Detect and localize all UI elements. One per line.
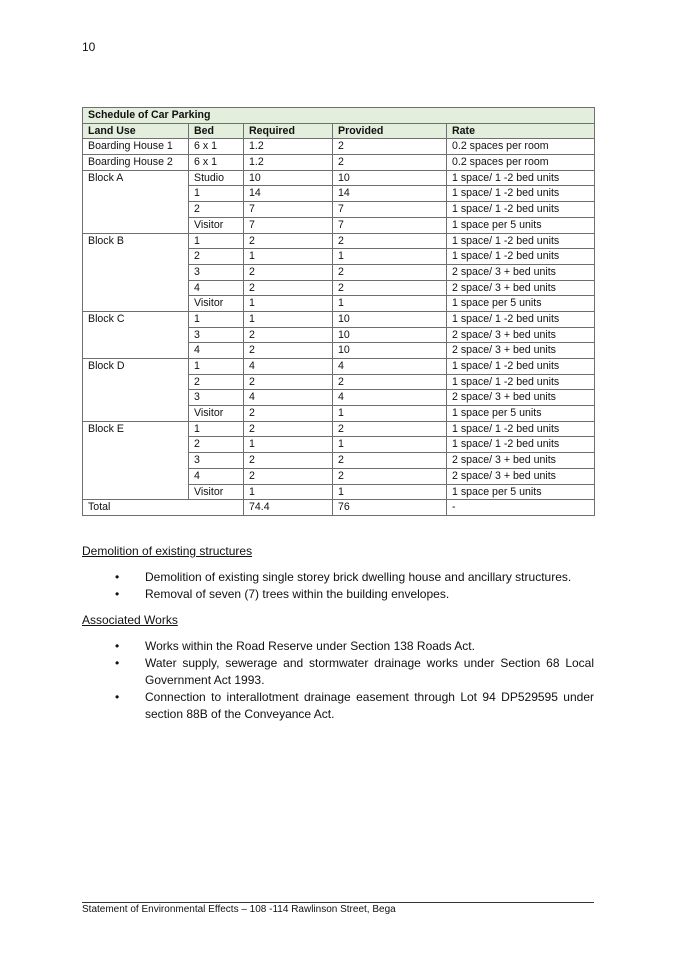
bullet-icon: • (115, 587, 120, 601)
cell-provided: 1 (333, 406, 447, 422)
associated-works-list (82, 638, 594, 723)
cell-required: 1 (244, 296, 333, 312)
cell-rate: 0.2 spaces per room (447, 139, 595, 155)
cell-rate: 1 space/ 1 -2 bed units (447, 374, 595, 390)
cell-rate: 2 space/ 3 + bed units (447, 468, 595, 484)
cell-rate: 1 space per 5 units (447, 296, 595, 312)
cell-rate: 2 space/ 3 + bed units (447, 390, 595, 406)
cell-rate: 1 space per 5 units (447, 406, 595, 422)
cell-bed: 3 (189, 327, 244, 343)
cell-rate: 1 space/ 1 -2 bed units (447, 233, 595, 249)
table-row (83, 155, 595, 171)
cell-rate: 1 space per 5 units (447, 484, 595, 500)
cell-bed: Visitor (189, 217, 244, 233)
header-bed: Bed (189, 123, 244, 139)
cell-required: 2 (244, 374, 333, 390)
cell-rate: 1 space/ 1 -2 bed units (447, 311, 595, 327)
table-title-row (83, 108, 595, 124)
cell-required: 1 (244, 484, 333, 500)
car-parking-table (82, 107, 595, 516)
cell-bed: 3 (189, 453, 244, 469)
cell-bed: 1 (189, 421, 244, 437)
table-header-row (83, 123, 595, 139)
table-row (83, 139, 595, 155)
cell-land-use: Block A (83, 170, 189, 233)
cell-provided: 10 (333, 343, 447, 359)
cell-provided: 2 (333, 155, 447, 171)
cell-rate: 1 space/ 1 -2 bed units (447, 421, 595, 437)
cell-bed: Visitor (189, 484, 244, 500)
table-title: Schedule of Car Parking (83, 108, 595, 124)
cell-provided: 2 (333, 421, 447, 437)
total-provided: 76 (333, 500, 447, 516)
cell-provided: 1 (333, 437, 447, 453)
cell-required: 14 (244, 186, 333, 202)
cell-required: 2 (244, 453, 333, 469)
cell-required: 1 (244, 437, 333, 453)
cell-bed: 1 (189, 186, 244, 202)
cell-rate: 1 space per 5 units (447, 217, 595, 233)
cell-rate: 1 space/ 1 -2 bed units (447, 186, 595, 202)
cell-land-use: Block E (83, 421, 189, 499)
bullet-icon: • (115, 570, 120, 584)
cell-bed: 2 (189, 374, 244, 390)
cell-required: 7 (244, 202, 333, 218)
cell-bed: 1 (189, 233, 244, 249)
table-row (83, 421, 595, 437)
cell-rate: 2 space/ 3 + bed units (447, 343, 595, 359)
cell-rate: 1 space/ 1 -2 bed units (447, 249, 595, 265)
total-required: 74.4 (244, 500, 333, 516)
cell-bed: 3 (189, 390, 244, 406)
list-item: • Removal of seven (7) trees within the building envelopes. (115, 587, 450, 601)
cell-provided: 2 (333, 468, 447, 484)
cell-rate: 2 space/ 3 + bed units (447, 327, 595, 343)
cell-land-use: Boarding House 1 (83, 139, 189, 155)
cell-bed: 4 (189, 280, 244, 296)
cell-bed: 2 (189, 202, 244, 218)
total-label: Total (83, 500, 244, 516)
cell-required: 1.2 (244, 155, 333, 171)
cell-land-use: Boarding House 2 (83, 155, 189, 171)
cell-required: 2 (244, 327, 333, 343)
table-row (83, 311, 595, 327)
cell-bed: 1 (189, 359, 244, 375)
demolition-heading: Demolition of existing structures (82, 544, 253, 558)
cell-required: 4 (244, 359, 333, 375)
cell-required: 1.2 (244, 139, 333, 155)
cell-provided: 10 (333, 327, 447, 343)
list-item: • Works within the Road Reserve under Section 138 Roads Act. (115, 639, 475, 653)
cell-bed: Visitor (189, 406, 244, 422)
cell-land-use: Block D (83, 359, 189, 422)
cell-required: 2 (244, 343, 333, 359)
cell-bed: 6 x 1 (189, 139, 244, 155)
cell-rate: 2 space/ 3 + bed units (447, 280, 595, 296)
cell-provided: 10 (333, 170, 447, 186)
cell-provided: 7 (333, 217, 447, 233)
list-item: • Demolition of existing single storey brick dwelling house and ancillary structures. (115, 570, 572, 584)
cell-bed: 2 (189, 437, 244, 453)
cell-provided: 1 (333, 484, 447, 500)
cell-rate: 1 space/ 1 -2 bed units (447, 437, 595, 453)
cell-provided: 2 (333, 264, 447, 280)
cell-rate: 2 space/ 3 + bed units (447, 453, 595, 469)
bullet-icon: • (115, 639, 120, 653)
cell-provided: 1 (333, 249, 447, 265)
table-row (83, 359, 595, 375)
demolition-list (82, 569, 594, 603)
cell-provided: 4 (333, 390, 447, 406)
table-row (83, 233, 595, 249)
cell-rate: 1 space/ 1 -2 bed units (447, 170, 595, 186)
header-rate: Rate (447, 123, 595, 139)
cell-bed: Visitor (189, 296, 244, 312)
cell-required: 2 (244, 233, 333, 249)
cell-bed: 2 (189, 249, 244, 265)
cell-required: 1 (244, 311, 333, 327)
cell-bed: Studio (189, 170, 244, 186)
page-number: 10 (82, 40, 96, 54)
cell-required: 4 (244, 390, 333, 406)
cell-provided: 2 (333, 453, 447, 469)
list-item: • Water supply, sewerage and stormwater drainage works under Section 68 Local Government Act 1993. (115, 656, 594, 687)
cell-provided: 7 (333, 202, 447, 218)
cell-bed: 4 (189, 468, 244, 484)
footer-text: Statement of Environmental Effects – 108 -114 Rawlinson Street, Bega (82, 904, 396, 915)
bullet-icon: • (115, 656, 120, 670)
cell-required: 10 (244, 170, 333, 186)
cell-land-use: Block C (83, 311, 189, 358)
cell-required: 7 (244, 217, 333, 233)
cell-provided: 2 (333, 280, 447, 296)
cell-bed: 4 (189, 343, 244, 359)
header-required: Required (244, 123, 333, 139)
header-provided: Provided (333, 123, 447, 139)
header-land-use: Land Use (83, 123, 189, 139)
table-row (83, 170, 595, 186)
cell-bed: 6 x 1 (189, 155, 244, 171)
cell-provided: 10 (333, 311, 447, 327)
bullet-icon: • (115, 690, 120, 704)
cell-required: 2 (244, 421, 333, 437)
cell-provided: 2 (333, 139, 447, 155)
cell-provided: 1 (333, 296, 447, 312)
cell-required: 2 (244, 264, 333, 280)
cell-rate: 2 space/ 3 + bed units (447, 264, 595, 280)
cell-provided: 4 (333, 359, 447, 375)
cell-rate: 1 space/ 1 -2 bed units (447, 359, 595, 375)
cell-provided: 2 (333, 233, 447, 249)
footer-divider (82, 902, 594, 903)
cell-required: 1 (244, 249, 333, 265)
associated-works-heading: Associated Works (82, 613, 178, 627)
cell-rate: 1 space/ 1 -2 bed units (447, 202, 595, 218)
cell-land-use: Block B (83, 233, 189, 311)
cell-required: 2 (244, 406, 333, 422)
cell-bed: 3 (189, 264, 244, 280)
cell-required: 2 (244, 468, 333, 484)
cell-bed: 1 (189, 311, 244, 327)
list-item: • Connection to interallotment drainage easement through Lot 94 DP529595 under section 88B of the Conveyance Act. (115, 690, 594, 721)
total-rate: - (447, 500, 595, 516)
cell-required: 2 (244, 280, 333, 296)
cell-provided: 2 (333, 374, 447, 390)
table-total-row (83, 500, 595, 516)
cell-rate: 0.2 spaces per room (447, 155, 595, 171)
cell-provided: 14 (333, 186, 447, 202)
